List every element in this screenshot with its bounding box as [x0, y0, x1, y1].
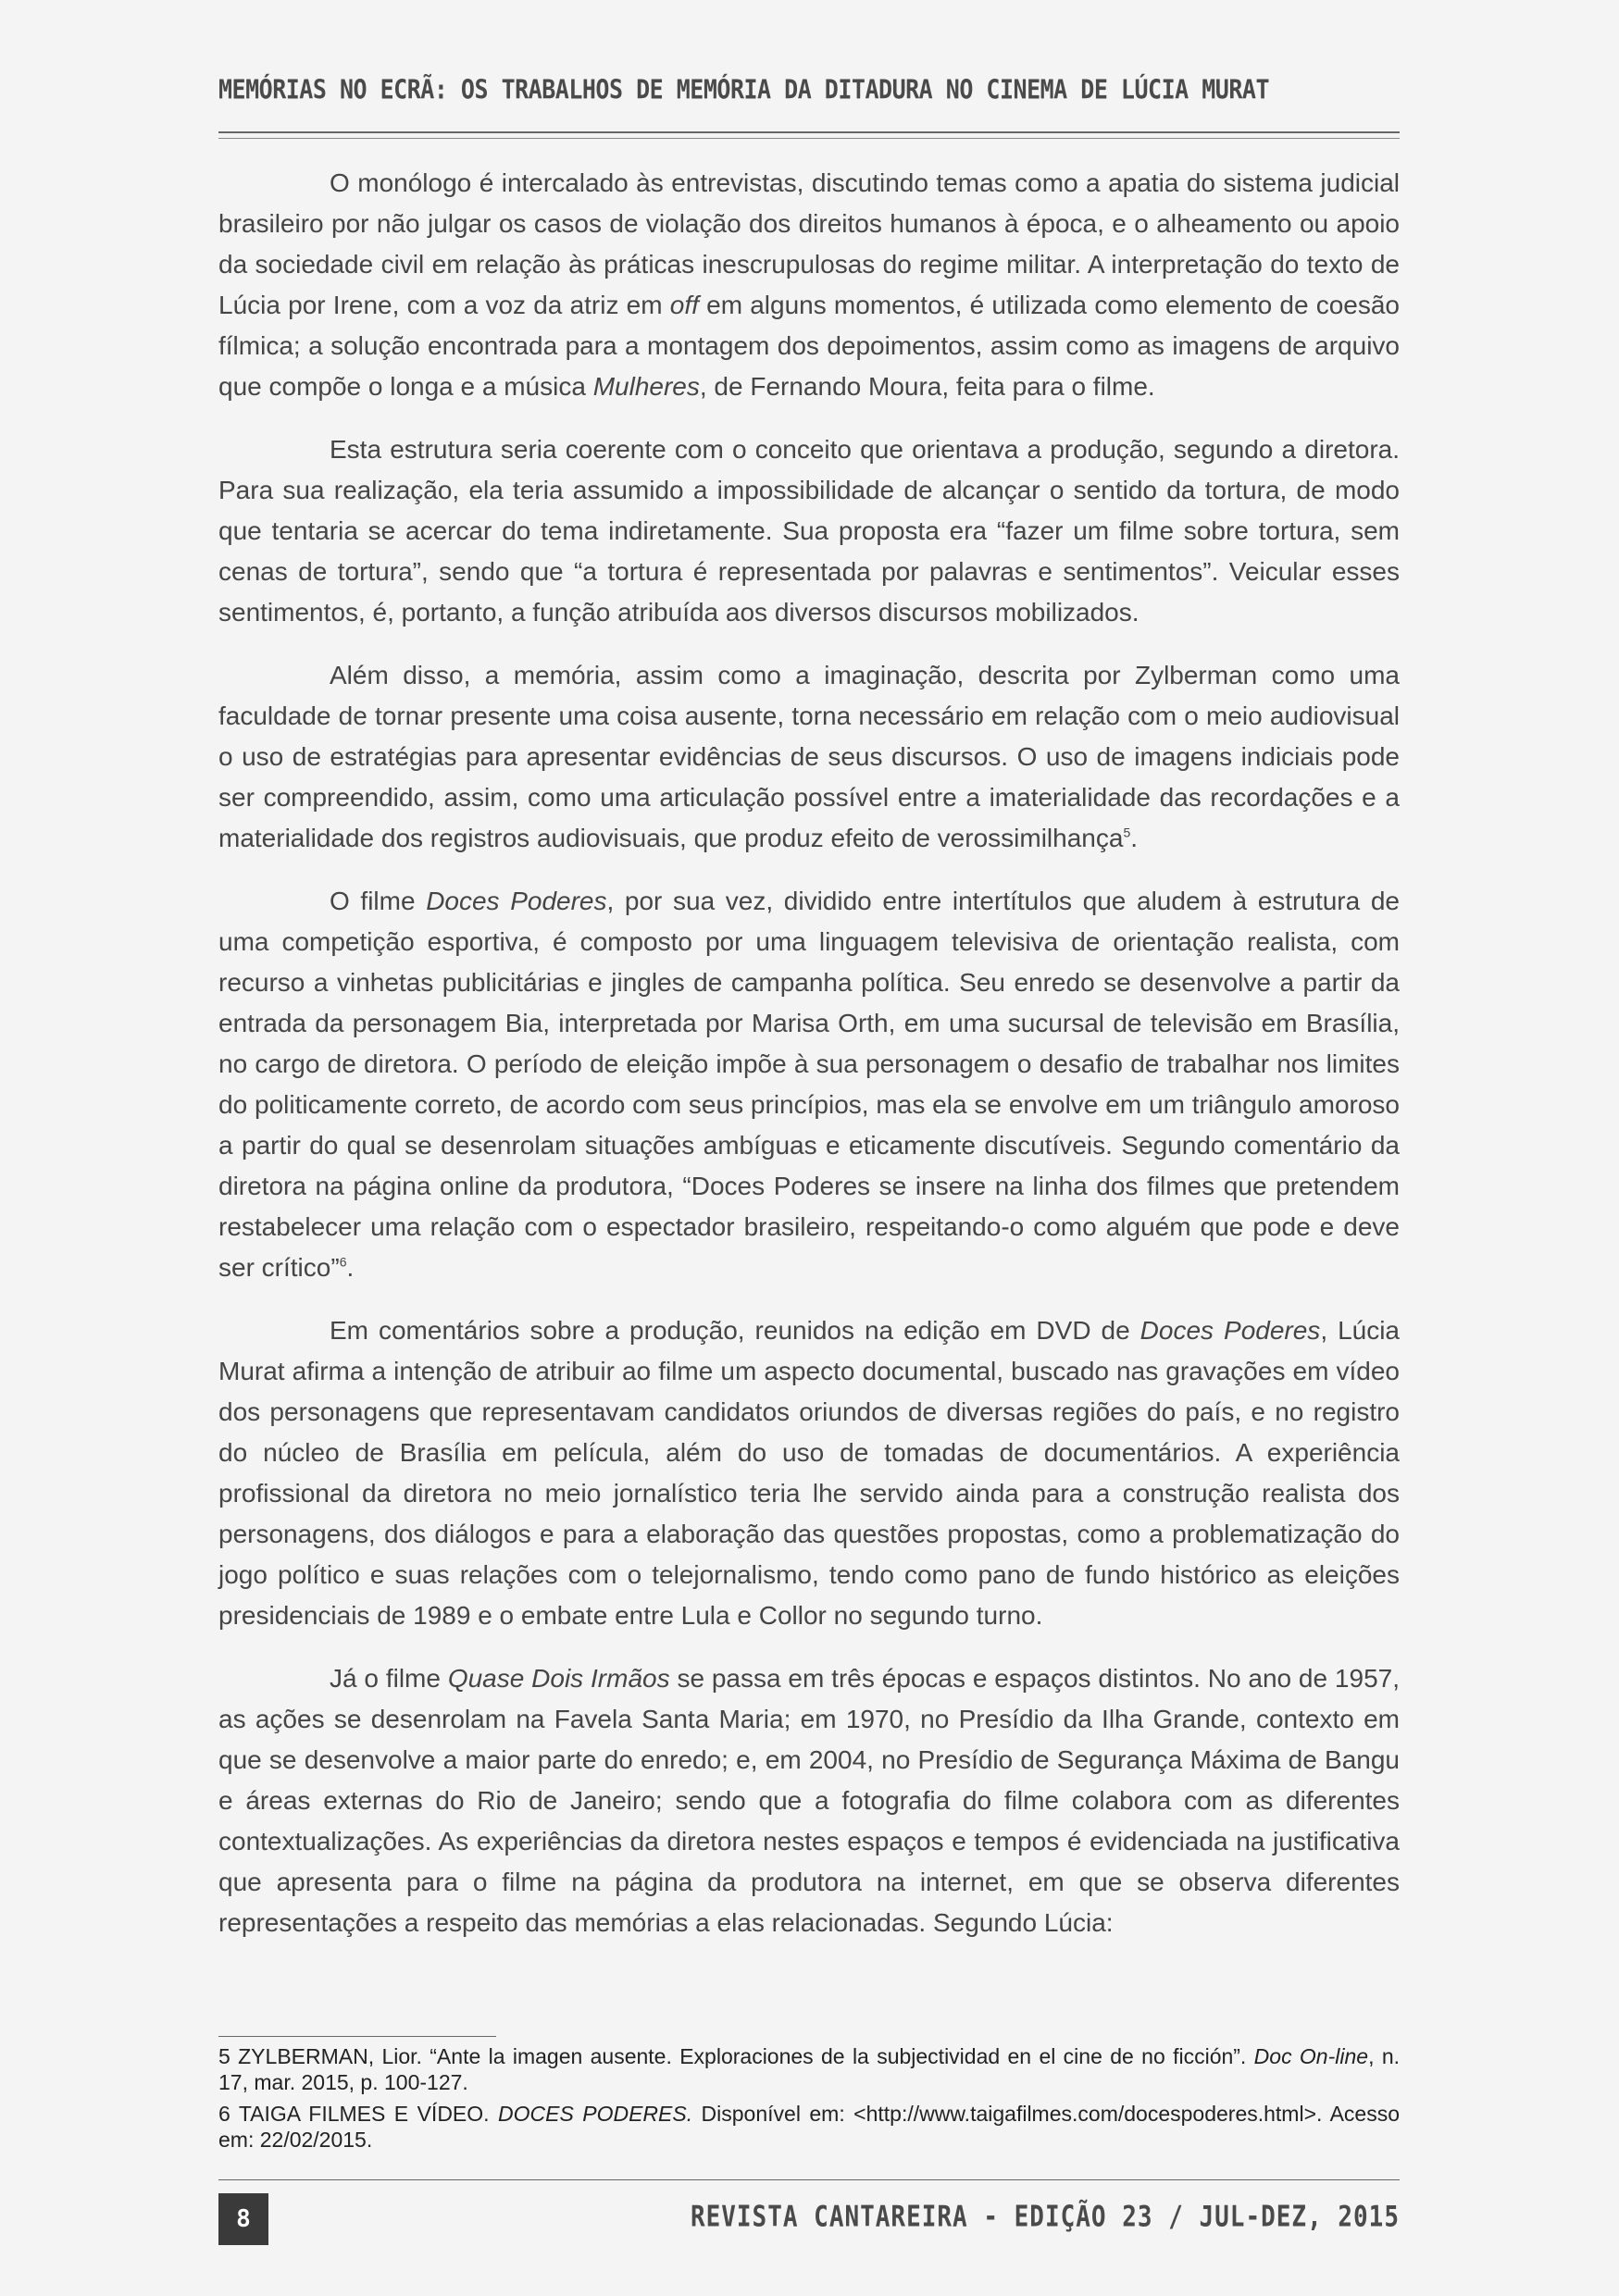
paragraph — [218, 881, 1400, 1288]
text-span: Esta estrutura seria coerente com o conceito que orientava a produção, segundo a diretora. Para sua realização, ela teria assumido a impossibilidade de alcançar o sentido da tortura, de modo que tentaria se acercar do tema indiretamente. Sua proposta era “fazer um filme sobre tortura, sem cenas de tortura”, sendo que “a tortura é representada por palavras e sentimentos”. Veicular esses sentimentos, é, portanto, a função atribuída aos diversos discursos mobilizados. — [218, 435, 1400, 627]
text-span: Além disso, a memória, assim como a imaginação, descrita por Zylberman como uma faculdade de tornar presente uma coisa ausente, torna necessário em relação com o meio audiovisual o uso de estratégias para apresentar evidências de seus discursos. O uso de imagens indiciais pode ser compreendido, assim, como uma articulação possível entre a imaterialidade das recordações e a materialidade dos registros audiovisuais, que produz efeito de verossimilhança — [218, 661, 1400, 852]
page-number: 8 — [218, 2193, 268, 2245]
text-span: . — [346, 1253, 355, 1282]
running-header: MEMÓRIAS NO ECRÃ: OS TRABALHOS DE MEMÓRIA DA DITADURA NO CINEMA DE LÚCIA MURAT — [218, 74, 1269, 105]
italic-title: Mulheres — [592, 372, 700, 401]
footnote-ref[interactable]: 5 — [1123, 825, 1131, 840]
footnotes — [218, 2043, 1400, 2158]
footnote-text: , n. 17, mar. 2015, p. 100-127. — [218, 2044, 1400, 2094]
text-span: , de Fernando Moura, feita para o filme. — [699, 372, 1155, 401]
footnote — [218, 2043, 1400, 2095]
footnote-text: 5 ZYLBERMAN, Lior. “Ante la imagen ausente. Exploraciones de la subjectividad en el cine de no ficción”. — [218, 2044, 1254, 2068]
text-span: em alguns momentos, é utilizada como elemento de coesão fílmica; a solução encontrada para a montagem dos depoimentos, assim como as imagens de arquivo que compõe o longa e a música — [218, 291, 1401, 401]
paragraph — [218, 163, 1400, 407]
paragraph — [218, 655, 1400, 859]
journal-footer: REVISTA CANTAREIRA - EDIÇÃO 23 / JUL-DEZ, 2015 — [690, 2201, 1400, 2234]
italic-title: DOCES PODERES. — [498, 2102, 693, 2126]
italic-title: Doces Poderes — [1140, 1316, 1321, 1345]
paragraph — [218, 1310, 1400, 1636]
text-span: Já o filme — [330, 1664, 448, 1693]
text-span: , por sua vez, dividido entre intertítulos que aludem à estrutura de uma competição esportiva, é composto por uma linguagem televisiva de orientação realista, com recurso a vinhetas publicitárias e jingles de campanha política. Seu enredo se desenvolve a partir da entrada da personagem Bia, interpretada por Marisa Orth, em uma sucursal de televisão em Brasília, no cargo de diretora. O período de eleição impõe à sua personagem o desafio de trabalhar nos limites do politicamente correto, de acordo com seus princípios, mas ela se envolve em um triângulo amoroso a partir do qual se desenrolam situações ambíguas e eticamente discutíveis. Segundo comentário da diretora na página online da produtora, “Doces Poderes se insere na linha dos filmes que pretendem restabelecer uma relação com o espectador brasileiro, respeitando-o como alguém que pode e deve ser crítico” — [218, 887, 1400, 1282]
footnote-rule — [218, 2036, 496, 2037]
text-span: O monólogo é intercalado às entrevistas, discutindo temas como a apatia do sistema judicial brasileiro por não julgar os casos de violação dos direitos humanos à época, e o alheamento ou apoio da sociedade civil em relação às práticas inescrupulosas do regime militar. A interpretação do texto de Lúcia por Irene, com a voz da atriz em — [218, 168, 1400, 319]
footer-rule — [218, 2179, 1400, 2180]
footnote-ref[interactable]: 6 — [339, 1254, 347, 1270]
text-span: se passa em três épocas e espaços distintos. No ano de 1957, as ações se desenrolam na Favela Santa Maria; em 1970, no Presídio da Ilha Grande, contexto em que se desenvolve a maior parte do enredo; e, em 2004, no Presídio de Segurança Máxima de Bangu e áreas externas do Rio de Janeiro; sendo que a fotografia do filme colabora com as diferentes contextualizações. As experiências da diretora nestes espaços e tempos é evidenciada na justificativa que apresenta para o filme na página da produtora na internet, em que se observa diferentes representações a respeito das memórias a elas relacionadas. Segundo Lúcia: — [218, 1664, 1400, 1937]
text-span: O filme — [330, 887, 427, 915]
paragraph — [218, 1658, 1400, 1943]
paragraph — [218, 429, 1400, 633]
italic-title: Quase Dois Irmãos — [447, 1664, 670, 1693]
header-rule-thin — [218, 138, 1400, 139]
text-span: , Lúcia Murat afirma a intenção de atribuir ao filme um aspecto documental, buscado nas gravações em vídeo dos personagens que representavam candidatos oriundos de diversas regiões do país, e no registro do núcleo de Brasília em película, além do uso de tomadas de documentários. A experiência profissional da diretora no meio jornalístico teria lhe servido ainda para a construção realista dos personagens, dos diálogos e para a elaboração das questões propostas, como a problematização do jogo político e suas relações com o telejornalismo, tendo como pano de fundo histórico as eleições presidenciais de 1989 e o embate entre Lula e Collor no segundo turno. — [218, 1316, 1401, 1630]
italic-title: Doces Poderes — [426, 887, 607, 915]
footnote-text: 6 TAIGA FILMES E VÍDEO. — [218, 2102, 498, 2126]
footnote — [218, 2101, 1400, 2153]
footnote-text: Disponível em: <http://www.taigafilmes.com/docespoderes.html>. Acesso em: 22/02/2015. — [218, 2102, 1400, 2152]
italic-term: off — [669, 291, 699, 319]
text-span: Em comentários sobre a produção, reunidos na edição em DVD de — [330, 1316, 1140, 1345]
body-text — [218, 163, 1400, 1966]
text-span: . — [1130, 824, 1139, 852]
header-rule — [218, 131, 1400, 133]
italic-title: Doc On-line — [1253, 2044, 1369, 2068]
